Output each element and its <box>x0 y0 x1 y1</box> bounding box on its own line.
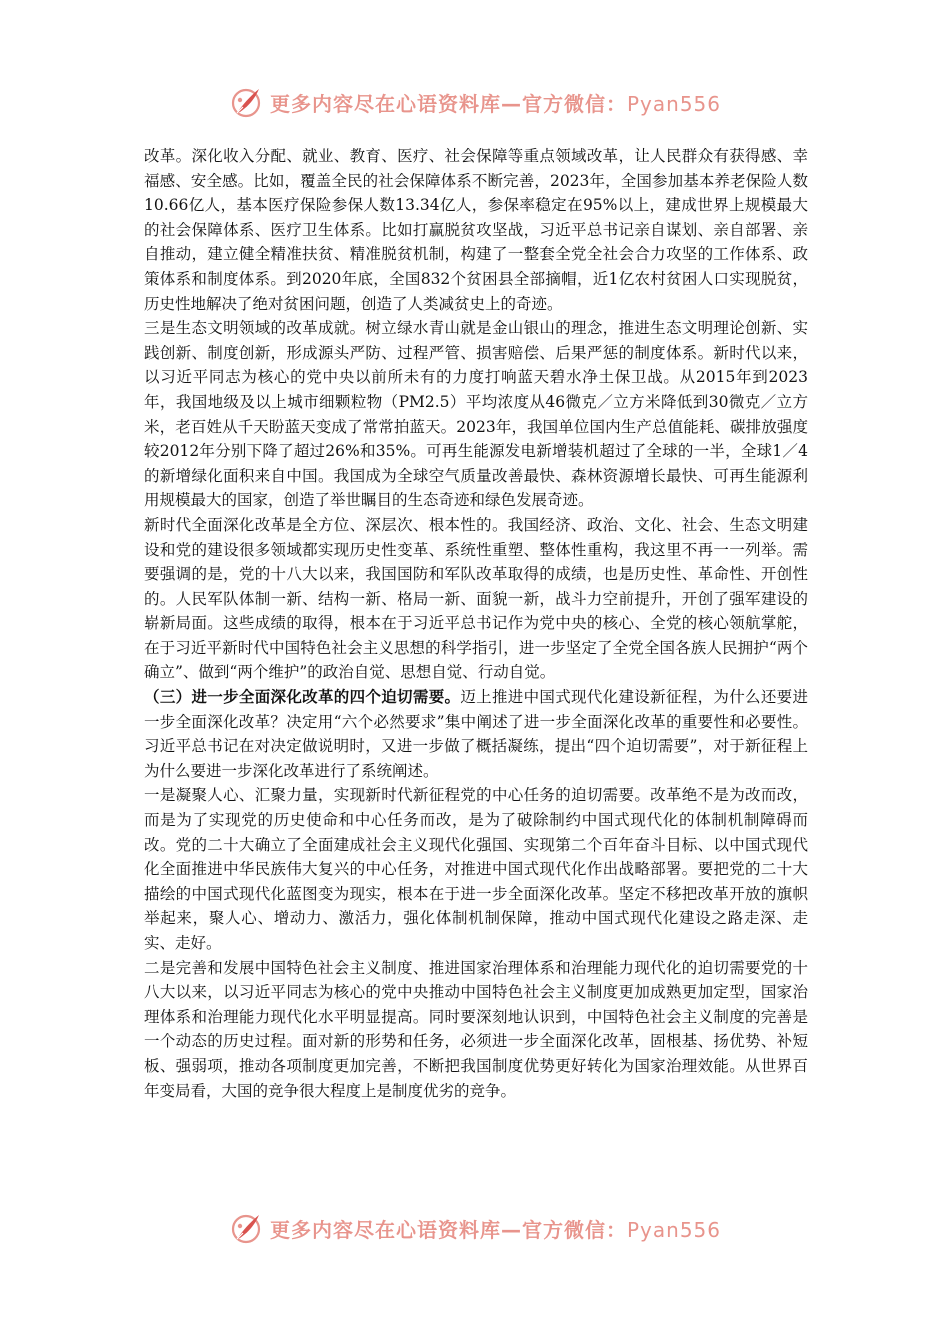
header-watermark <box>228 82 748 122</box>
quill-pen-logo-icon <box>228 84 264 120</box>
paragraph: 二是完善和发展中国特色社会主义制度、推进国家治理体系和治理能力现代化的迫切需要党的十八大以来，以习近平同志为核心的党中央推动中国特色社会主义制度更加成熟更加定型，国家治理体系和治理能力现代化水平明显提高。同时要深刻地认识到，中国特色社会主义制度的完善是一个动态的历史过程。面对新的形势和任务，必须进一步全面深化改革，固根基、扬优势、补短板、强弱项，推动各项制度更加完善，不断把我国制度优势更好转化为国家治理效能。从世界百年变局看，大国的竞争很大程度上是制度优劣的竞争。 <box>144 958 808 1100</box>
document-body <box>144 144 808 1103</box>
paragraph: 一是凝聚人心、汇聚力量，实现新时代新征程党的中心任务的迫切需要。改革绝不是为改而改，而是为了实现党的历史使命和中心任务而改，是为了破除制约中国式现代化的体制机制障碍而改。党的二十大确立了全面建成社会主义现代化强国、实现第二个百年奋斗目标、以中国式现代化全面推进中华民族伟大复兴的中心任务，对推进中国式现代化作出战略部署。要把党的二十大描绘的中国式现代化蓝图变为现实，根本在于进一步全面深化改革。坚定不移把改革开放的旗帜举起来，聚人心、增动力、激活力，强化体制机制保障，推动中国式现代化建设之路走深、走实、走好。 <box>144 786 808 952</box>
paragraph: 新时代全面深化改革是全方位、深层次、根本性的。我国经济、政治、文化、社会、生态文明建设和党的建设很多领域都实现历史性变革、系统性重塑、整体性重构，我这里不再一一列举。需要强调的是，党的十八大以来，我国国防和军队改革取得的成绩，也是历史性、革命性、开创性的。人民军队体制一新、结构一新、格局一新、面貌一新，战斗力空前提升，开创了强军建设的崭新局面。这些成绩的取得，根本在于习近平总书记作为党中央的核心、全党的核心领航掌舵，在于习近平新时代中国特色社会主义思想的科学指引，进一步坚定了全党全国各族人民拥护“两个确立”、做到“两个维护”的政治自觉、思想自觉、行动自觉。 <box>144 515 808 682</box>
wechat-id: Pyan556 <box>627 91 722 116</box>
paragraph <box>144 685 808 783</box>
section-body: 迈上推进中国式现代化建设新征程，为什么还要进一步全面深化改革？决定用“六个必然要求”集中阐述了进一步全面深化改革的重要性和必要性。习近平总书记在对决定做说明时，又进一步做了概括凝练，提出“四个迫切需要”，对于新征程上为什么要进一步深化改革进行了系统阐述。 <box>144 688 808 780</box>
footer-watermark <box>228 1208 748 1248</box>
paragraph: 三是生态文明领域的改革成就。树立绿水青山就是金山银山的理念，推进生态文明理论创新、实践创新、制度创新，形成源头严防、过程严管、损害赔偿、后果严惩的制度体系。新时代以来，以习近平同志为核心的党中央以前所未有的力度打响蓝天碧水净土保卫战。从2015年到2023年，我国地级及以上城市细颗粒物（PM2.5）平均浓度从46微克／立方米降低到30微克／立方米，老百姓从千天盼蓝天变成了常常拍蓝天。2023年，我国单位国内生产总值能耗、碳排放强度较2012年分别下降了超过26%和35%。可再生能源发电新增装机超过了全球的一半，全球1／4的新增绿化面积来自中国。我国成为全球空气质量改善最快、森林资源增长最快、可再生能源利用规模最大的国家，创造了举世瞩目的生态奇迹和绿色发展奇迹。 <box>144 319 808 510</box>
paragraph: 改革。深化收入分配、就业、教育、医疗、社会保障等重点领域改革，让人民群众有获得感、幸福感、安全感。比如，覆盖全民的社会保障体系不断完善，2023年，全国参加基本养老保险人数10.66亿人，基本医疗保险参保人数13.34亿人，参保率稳定在95%以上，建成世界上规模最大的社会保障体系、医疗卫生体系。比如打赢脱贫攻坚战，习近平总书记亲自谋划、亲自部署、亲自推动，建立健全精准扶贫、精准脱贫机制，构建了一整套全党全社会合力攻坚的工作体系、政策体系和制度体系。到2020年底，全国832个贫困县全部摘帽，近1亿农村贫困人口实现脱贫，历史性地解决了绝对贫困问题，创造了人类减贫史上的奇迹。 <box>144 147 808 313</box>
watermark-text: 更多内容尽在心语资料库—官方微信：Pyan556 <box>270 1217 722 1242</box>
watermark-text: 更多内容尽在心语资料库—官方微信：Pyan556 <box>270 91 722 116</box>
section-heading: （三）进一步全面深化改革的四个迫切需要。 <box>144 687 461 707</box>
quill-pen-logo-icon <box>228 1210 264 1246</box>
wechat-id: Pyan556 <box>627 1217 722 1242</box>
